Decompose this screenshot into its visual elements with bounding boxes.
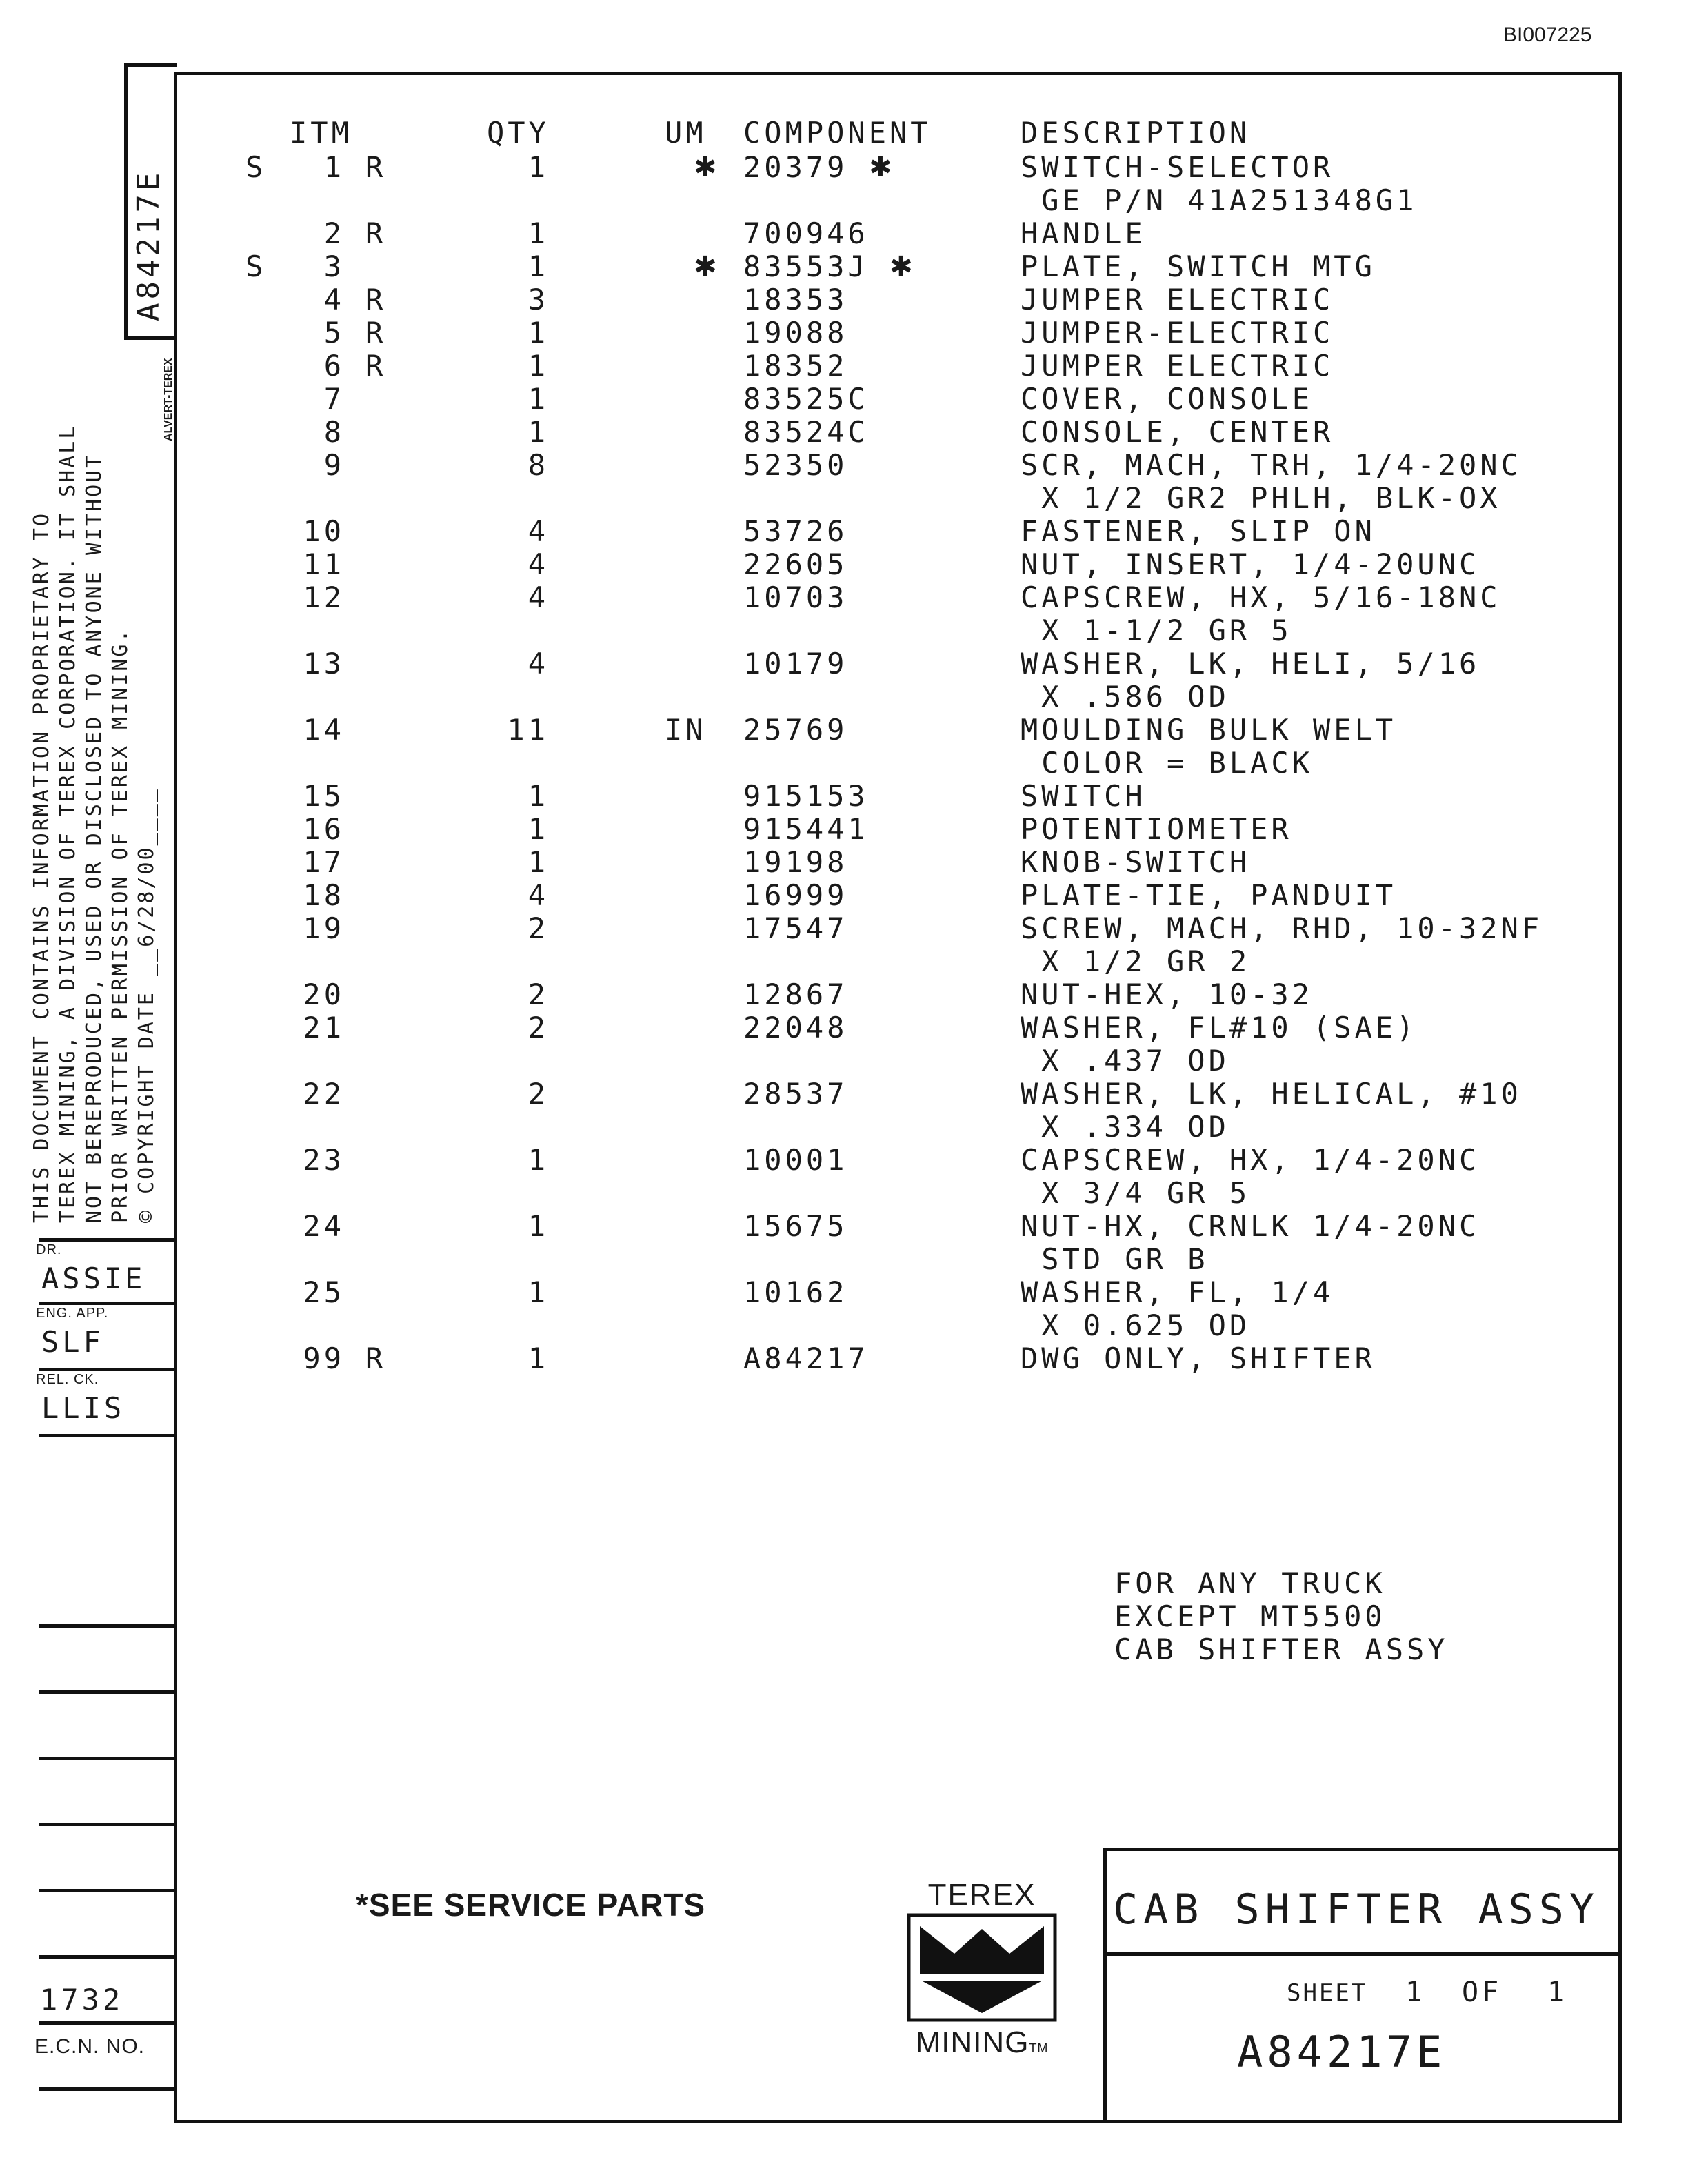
side-divider-12 bbox=[39, 2087, 177, 2091]
row-component: 700946 bbox=[743, 216, 869, 250]
row-item-number: 1 bbox=[323, 150, 345, 184]
row-item-number: 12 bbox=[303, 580, 345, 614]
row-item-number: 17 bbox=[303, 845, 345, 879]
row-description: FASTENER, SLIP ON bbox=[1021, 514, 1376, 548]
side-divider-1 bbox=[39, 1238, 177, 1242]
row-component: 83553J bbox=[743, 250, 869, 283]
copyright-line: NOT BEREPRODUCED, USED OR DISCLOSED TO ANYONE WITHOUT bbox=[82, 453, 106, 1223]
row-quantity: 1 bbox=[528, 1209, 549, 1243]
copyright-notice bbox=[29, 425, 160, 1223]
row-unit: IN bbox=[665, 713, 707, 747]
star-icon: ✱ bbox=[869, 152, 892, 183]
row-item-number: 9 bbox=[323, 448, 345, 482]
note-line: FOR ANY TRUCK bbox=[1114, 1566, 1386, 1600]
row-description: WASHER, LK, HELICAL, #10 bbox=[1021, 1077, 1522, 1111]
row-quantity: 2 bbox=[528, 1011, 549, 1044]
strip-top-edge bbox=[124, 63, 177, 67]
row-component: 22605 bbox=[743, 547, 848, 581]
row-item-number: 99 bbox=[303, 1342, 345, 1375]
row-item-number: 19 bbox=[303, 911, 345, 945]
row-description: X 1/2 GR2 PHLH, BLK-OX bbox=[1021, 481, 1501, 515]
row-component: 25769 bbox=[743, 713, 848, 747]
row-component: 20379 bbox=[743, 150, 848, 184]
row-component: 83524C bbox=[743, 415, 869, 449]
row-component: 17547 bbox=[743, 911, 848, 945]
row-quantity: 4 bbox=[528, 514, 549, 548]
row-component: 10179 bbox=[743, 647, 848, 680]
row-description: JUMPER ELECTRIC bbox=[1021, 349, 1334, 383]
row-quantity: 1 bbox=[528, 382, 549, 416]
drawing-number: A84217E bbox=[1237, 2027, 1447, 2077]
side-divider-5 bbox=[39, 1624, 177, 1628]
side-field-value: LLIS bbox=[41, 1391, 125, 1425]
row-component: 19198 bbox=[743, 845, 848, 879]
row-component: 12867 bbox=[743, 978, 848, 1011]
row-description: X 0.625 OD bbox=[1021, 1308, 1251, 1342]
row-item-number: 22 bbox=[303, 1077, 345, 1111]
row-component: 915441 bbox=[743, 812, 869, 846]
row-quantity: 3 bbox=[528, 283, 549, 316]
row-item-number: 16 bbox=[303, 812, 345, 846]
row-component: 10001 bbox=[743, 1143, 848, 1177]
row-quantity: 1 bbox=[528, 250, 549, 283]
row-quantity: 4 bbox=[528, 878, 549, 912]
copyright-line: THIS DOCUMENT CONTAINS INFORMATION PROPRIETARY TO bbox=[30, 511, 54, 1223]
row-description: CAPSCREW, HX, 1/4-20NC bbox=[1021, 1143, 1480, 1177]
drawing-number-vertical: A84217E bbox=[131, 169, 166, 321]
row-item-number: 20 bbox=[303, 978, 345, 1011]
row-description: X 1-1/2 GR 5 bbox=[1021, 614, 1292, 647]
side-divider-2 bbox=[39, 1302, 177, 1305]
row-description: JUMPER ELECTRIC bbox=[1021, 283, 1334, 316]
row-s-flag: S bbox=[245, 150, 267, 184]
side-field-value: SLF bbox=[41, 1325, 104, 1359]
row-component: 915153 bbox=[743, 779, 869, 813]
row-quantity: 1 bbox=[528, 812, 549, 846]
row-item-number: 5 bbox=[323, 316, 345, 350]
row-item-number: 14 bbox=[303, 713, 345, 747]
row-component: 22048 bbox=[743, 1011, 848, 1044]
copyright-line: PRIOR WRITTEN PERMISSION OF TEREX MINING. bbox=[108, 627, 132, 1223]
row-quantity: 1 bbox=[528, 150, 549, 184]
note-line: CAB SHIFTER ASSY bbox=[1114, 1632, 1449, 1666]
side-divider-8 bbox=[39, 1823, 177, 1826]
row-component: 18352 bbox=[743, 349, 848, 383]
row-quantity: 1 bbox=[528, 845, 549, 879]
row-description: NUT-HX, CRNLK 1/4-20NC bbox=[1021, 1209, 1480, 1243]
note-line: EXCEPT MT5500 bbox=[1114, 1599, 1386, 1633]
row-item-number: 8 bbox=[323, 415, 345, 449]
row-description: GE P/N 41A251348G1 bbox=[1021, 183, 1418, 217]
row-r-flag: R bbox=[365, 150, 387, 184]
row-component: 10703 bbox=[743, 580, 848, 614]
row-component: 53726 bbox=[743, 514, 848, 548]
side-field-label: REL. CK. bbox=[36, 1372, 99, 1387]
side-field-value: ASSIE bbox=[41, 1262, 146, 1295]
row-item-number: 21 bbox=[303, 1011, 345, 1044]
row-description: JUMPER-ELECTRIC bbox=[1021, 316, 1334, 350]
row-description: POTENTIOMETER bbox=[1021, 812, 1292, 846]
row-description: SWITCH bbox=[1021, 779, 1146, 813]
row-description: NUT, INSERT, 1/4-20UNC bbox=[1021, 547, 1480, 581]
header-component: COMPONENT bbox=[743, 116, 932, 150]
row-quantity: 1 bbox=[528, 779, 549, 813]
star-icon: ✱ bbox=[890, 251, 913, 283]
row-item-number: 15 bbox=[303, 779, 345, 813]
logo-bottom-text: MINING bbox=[915, 2025, 1029, 2059]
row-quantity: 1 bbox=[528, 415, 549, 449]
row-description: SCR, MACH, TRH, 1/4-20NC bbox=[1021, 448, 1522, 482]
row-description: NUT-HEX, 10-32 bbox=[1021, 978, 1314, 1011]
row-component: A84217 bbox=[743, 1342, 869, 1375]
crown-icon bbox=[906, 1912, 1058, 2023]
star-icon: ✱ bbox=[694, 152, 717, 183]
side-divider-9 bbox=[39, 1889, 177, 1892]
row-description: WASHER, FL#10 (SAE) bbox=[1021, 1011, 1418, 1044]
ecn-value: 1732 bbox=[40, 1983, 124, 2016]
side-divider-4 bbox=[39, 1434, 177, 1437]
row-s-flag: S bbox=[245, 250, 267, 283]
row-item-number: 4 bbox=[323, 283, 345, 316]
sheet-label: SHEET bbox=[1287, 1979, 1368, 2007]
header-qty: QTY bbox=[487, 116, 550, 150]
row-quantity: 4 bbox=[528, 647, 549, 680]
sheet-total: 1 bbox=[1547, 1976, 1568, 2008]
row-item-number: 7 bbox=[323, 382, 345, 416]
row-description: CONSOLE, CENTER bbox=[1021, 415, 1334, 449]
side-divider-10 bbox=[39, 1955, 177, 1959]
row-item-number: 18 bbox=[303, 878, 345, 912]
row-quantity: 1 bbox=[528, 1342, 549, 1375]
header-itm: ITM bbox=[290, 116, 352, 150]
sheet-of-label: OF bbox=[1462, 1976, 1503, 2008]
row-description: SCREW, MACH, RHD, 10-32NF bbox=[1021, 911, 1543, 945]
row-description: KNOB-SWITCH bbox=[1021, 845, 1251, 879]
row-component: 15675 bbox=[743, 1209, 848, 1243]
row-quantity: 1 bbox=[528, 316, 549, 350]
header-description: DESCRIPTION bbox=[1021, 116, 1251, 150]
star-icon: ✱ bbox=[694, 251, 717, 283]
row-description: WASHER, LK, HELI, 5/16 bbox=[1021, 647, 1480, 680]
row-component: 10162 bbox=[743, 1275, 848, 1309]
row-item-number: 23 bbox=[303, 1143, 345, 1177]
row-description: PLATE, SWITCH MTG bbox=[1021, 250, 1376, 283]
ecn-label: E.C.N. NO. bbox=[34, 2035, 145, 2058]
row-item-number: 25 bbox=[303, 1275, 345, 1309]
row-component: 83525C bbox=[743, 382, 869, 416]
terex-mining-logo bbox=[906, 1878, 1058, 2060]
row-item-number: 10 bbox=[303, 514, 345, 548]
row-description: X .334 OD bbox=[1021, 1110, 1229, 1144]
row-description: STD GR B bbox=[1021, 1242, 1209, 1276]
row-description: CAPSCREW, HX, 5/16-18NC bbox=[1021, 580, 1501, 614]
side-divider-6 bbox=[39, 1690, 177, 1694]
side-field-label: ENG. APP. bbox=[36, 1306, 109, 1321]
row-component: 16999 bbox=[743, 878, 848, 912]
row-component: 52350 bbox=[743, 448, 848, 482]
row-item-number: 11 bbox=[303, 547, 345, 581]
alvert-label: ALVERT-TEREX bbox=[163, 358, 174, 441]
row-quantity: 2 bbox=[528, 911, 549, 945]
strip-box-bottom bbox=[124, 336, 177, 340]
row-quantity: 4 bbox=[528, 547, 549, 581]
row-description: X 3/4 GR 5 bbox=[1021, 1176, 1251, 1210]
row-item-number: 2 bbox=[323, 216, 345, 250]
row-component: 19088 bbox=[743, 316, 848, 350]
row-item-number: 3 bbox=[323, 250, 345, 283]
row-description: WASHER, FL, 1/4 bbox=[1021, 1275, 1334, 1309]
title-separator bbox=[1103, 1952, 1622, 1956]
document-id: BI007225 bbox=[1503, 23, 1592, 46]
row-description: X 1/2 GR 2 bbox=[1021, 944, 1251, 978]
row-quantity: 2 bbox=[528, 978, 549, 1011]
row-quantity: 11 bbox=[507, 713, 549, 747]
copyright-line: TEREX MINING, A DIVISION OF TEREX CORPORATION. IT SHALL bbox=[56, 424, 80, 1223]
logo-top-text: TEREX bbox=[927, 1878, 1036, 1912]
row-description: COLOR = BLACK bbox=[1021, 746, 1314, 780]
row-item-number: 6 bbox=[323, 349, 345, 383]
row-description: HANDLE bbox=[1021, 216, 1146, 250]
row-description: PLATE-TIE, PANDUIT bbox=[1021, 878, 1397, 912]
service-parts-note: *SEE SERVICE PARTS bbox=[356, 1887, 706, 1923]
row-description: COVER, CONSOLE bbox=[1021, 382, 1314, 416]
drawing-title: CAB SHIFTER ASSY bbox=[1113, 1885, 1600, 1934]
row-item-number: 24 bbox=[303, 1209, 345, 1243]
copyright-line: © COPYRIGHT DATE __6/28/00____ bbox=[134, 787, 159, 1223]
row-description: SWITCH-SELECTOR bbox=[1021, 150, 1334, 184]
strip-left-edge bbox=[124, 63, 128, 339]
row-quantity: 8 bbox=[528, 448, 549, 482]
row-r-flag: R bbox=[365, 283, 387, 316]
row-quantity: 1 bbox=[528, 1143, 549, 1177]
row-quantity: 1 bbox=[528, 349, 549, 383]
row-quantity: 2 bbox=[528, 1077, 549, 1111]
row-quantity: 4 bbox=[528, 580, 549, 614]
side-divider-11 bbox=[39, 2021, 177, 2025]
side-divider-7 bbox=[39, 1757, 177, 1760]
side-field-label: DR. bbox=[36, 1242, 62, 1257]
row-description: X .586 OD bbox=[1021, 680, 1229, 714]
row-r-flag: R bbox=[365, 216, 387, 250]
row-description: MOULDING BULK WELT bbox=[1021, 713, 1397, 747]
row-description: DWG ONLY, SHIFTER bbox=[1021, 1342, 1376, 1375]
row-r-flag: R bbox=[365, 316, 387, 350]
row-r-flag: R bbox=[365, 1342, 387, 1375]
row-component: 18353 bbox=[743, 283, 848, 316]
logo-trademark: TM bbox=[1029, 2041, 1049, 2055]
row-component: 28537 bbox=[743, 1077, 848, 1111]
row-quantity: 1 bbox=[528, 1275, 549, 1309]
row-quantity: 1 bbox=[528, 216, 549, 250]
side-divider-3 bbox=[39, 1368, 177, 1371]
header-um: UM bbox=[665, 116, 707, 150]
row-item-number: 13 bbox=[303, 647, 345, 680]
sheet-number: 1 bbox=[1405, 1976, 1426, 2008]
row-description: X .437 OD bbox=[1021, 1044, 1229, 1078]
row-r-flag: R bbox=[365, 349, 387, 383]
